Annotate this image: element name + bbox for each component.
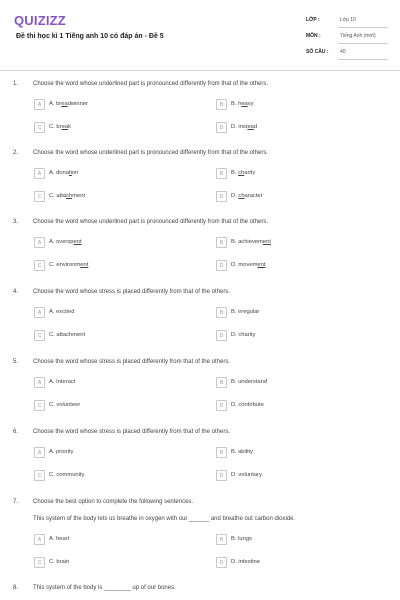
worksheet-header (0, 0, 400, 72)
option-text: D. movement (231, 262, 266, 268)
question-number: 2. (13, 150, 19, 156)
question-number: 7. (13, 499, 19, 505)
underlined-part: ch (66, 193, 73, 199)
option-text: D. character (231, 193, 263, 199)
option-letter-box: C (34, 400, 45, 411)
question-number: 8. (13, 585, 19, 591)
option-text: B. charity (231, 170, 256, 176)
option-text: C. break (49, 124, 71, 130)
option-text: D. contribute (231, 402, 264, 408)
header-divider (0, 70, 400, 71)
underlined-part: ent (257, 262, 266, 268)
option-text: A. overspent (49, 239, 82, 245)
underlined-part: ch (238, 170, 245, 176)
meta-row-subject (306, 30, 388, 44)
option-text: C. brain (49, 559, 70, 565)
question-number: 3. (13, 219, 19, 225)
option-letter-box: C (34, 557, 45, 568)
option-letter-box: A (34, 307, 45, 318)
meta-underline (338, 43, 388, 44)
question-number: 4. (13, 289, 19, 295)
option-letter-box: B (216, 99, 227, 110)
option-text: C. environment (49, 262, 89, 268)
option-text: A. priority (49, 449, 74, 455)
quizizz-logo: QUIZIZZ (14, 13, 66, 28)
option-text: D. charity (231, 332, 256, 338)
option-text: C. attachment (49, 332, 86, 338)
option-letter-box: C (34, 470, 45, 481)
option-text: B. heavy (231, 101, 254, 107)
question-text: Choose the word whose underlined part is pronounced differently from that of the others. (33, 150, 269, 156)
meta-label: SỐ CÂU : (306, 49, 329, 55)
meta-label: LỚP : (306, 17, 320, 23)
underlined-part: ent (73, 239, 82, 245)
option-letter-box: D (216, 470, 227, 481)
option-letter-box: D (216, 400, 227, 411)
option-letter-box: A (34, 237, 45, 248)
option-text: B. irregular (231, 309, 260, 315)
option-letter-box: B (216, 534, 227, 545)
option-text: D. instead (231, 124, 258, 130)
option-text: D. voluntary. (231, 472, 264, 478)
option-text: C. volunteer (49, 402, 81, 408)
underlined-part: ch (238, 193, 245, 199)
meta-value: Tiếng Anh (mới) (340, 33, 376, 39)
meta-row-count (306, 46, 388, 60)
option-text: B. ability (231, 449, 253, 455)
meta-underline (338, 59, 388, 60)
question-text: This system of the body is ________ up of our bones. (33, 585, 176, 591)
underlined-part: ea (61, 124, 69, 130)
question-text: Choose the best option to complete the following sentences. (33, 499, 194, 505)
option-letter-box: D (216, 330, 227, 341)
question-text: Choose the word whose stress is placed differently from that of the others. (33, 429, 230, 435)
option-text: A. Interact (49, 379, 76, 385)
option-letter-box: D (216, 260, 227, 271)
option-letter-box: D (216, 122, 227, 133)
underlined-part: ent (262, 239, 271, 245)
underlined-part: ent (80, 262, 89, 268)
underlined-part: ea (61, 101, 68, 107)
option-letter-box: B (216, 307, 227, 318)
option-text: C. community (49, 472, 85, 478)
option-text: B. understand (231, 379, 268, 385)
question-text: Choose the word whose underlined part is pronounced differently from that of the others. (33, 219, 269, 225)
option-text: B. achievement (231, 239, 271, 245)
option-text: A. donation (49, 170, 79, 176)
question-number: 6. (13, 429, 19, 435)
meta-value: 40 (340, 49, 346, 55)
option-letter-box: C (34, 260, 45, 271)
option-letter-box: C (34, 191, 45, 202)
option-letter-box: B (216, 377, 227, 388)
question-sentence: This system of the body lets us breathe in oxygen with our ______ and breathe out carbon dioxide. (33, 516, 296, 522)
underlined-part: ea (247, 124, 254, 130)
option-text: B. lungs (231, 536, 252, 542)
underlined-part: ea (241, 101, 248, 107)
option-letter-box: A (34, 534, 45, 545)
option-letter-box: D (216, 557, 227, 568)
question-text: Choose the word whose stress is placed differently from that of the others. (33, 359, 230, 365)
option-letter-box: B (216, 168, 227, 179)
meta-label: MÔN : (306, 33, 321, 39)
option-letter-box: B (216, 447, 227, 458)
question-number: 5. (13, 359, 19, 365)
option-letter-box: D (216, 191, 227, 202)
option-text: A. excited (49, 309, 75, 315)
meta-row-class (306, 14, 388, 28)
option-letter-box: C (34, 122, 45, 133)
question-text: Choose the word whose stress is placed differently from that of the others. (33, 289, 230, 295)
underlined-part: ti (68, 170, 72, 176)
option-text: A. heart (49, 536, 70, 542)
option-letter-box: A (34, 377, 45, 388)
option-letter-box: B (216, 237, 227, 248)
option-text: D. intestine (231, 559, 260, 565)
option-text: A. breadwinner (49, 101, 89, 107)
meta-value: Lớp 10 (340, 17, 356, 23)
worksheet-title: Đề thi học kì 1 Tiếng anh 10 có đáp án - Đề 5 (16, 33, 164, 40)
option-text: C. attachment (49, 193, 86, 199)
option-letter-box: C (34, 330, 45, 341)
question-text: Choose the word whose underlined part is pronounced differently from that of the others. (33, 81, 269, 87)
option-letter-box: A (34, 99, 45, 110)
meta-underline (338, 27, 388, 28)
option-letter-box: A (34, 168, 45, 179)
question-number: 1. (13, 81, 19, 87)
option-letter-box: A (34, 447, 45, 458)
